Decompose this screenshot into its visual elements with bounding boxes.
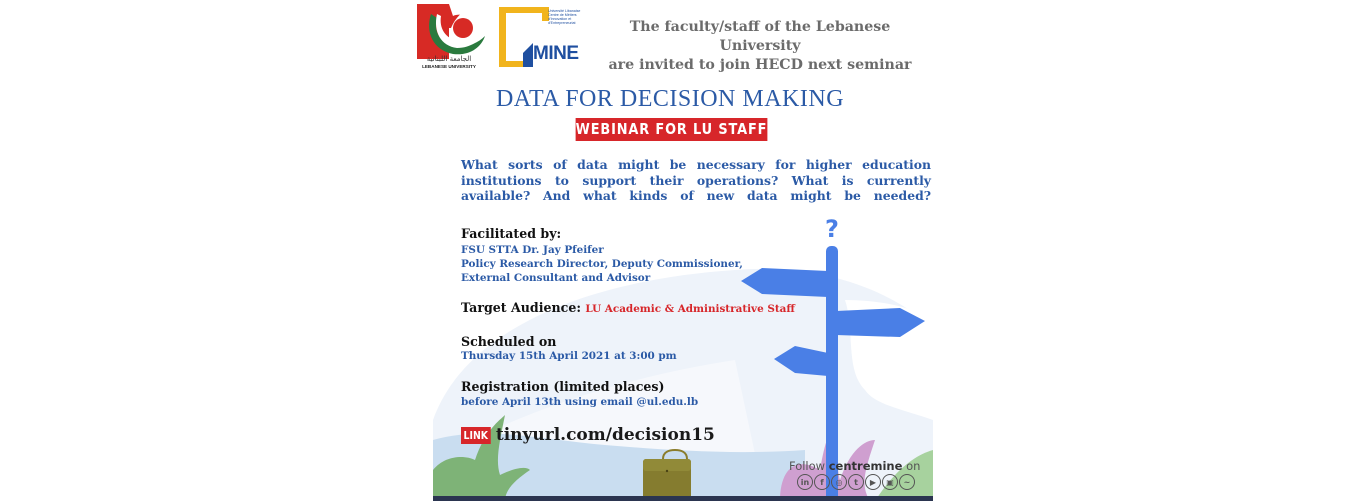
audience-row <box>461 300 795 315</box>
link-url[interactable]: tinyurl.com/decision15 <box>495 425 715 445</box>
audience-label: Target Audience: <box>461 300 581 315</box>
lu-english-caption: LEBANESE UNIVERSITY <box>422 64 476 69</box>
seminar-poster <box>405 0 935 501</box>
mine-subtitle: Université Libanaise Centre de Métiers d'Innovation et d'Entrepreneuriat <box>548 9 581 25</box>
link-tag: LINK <box>461 427 491 444</box>
follow-handle: centremine <box>828 459 903 473</box>
instagram-icon[interactable]: ◎ <box>831 474 847 490</box>
social-icons <box>797 474 915 490</box>
facebook-icon[interactable]: f <box>814 474 830 490</box>
follow-prefix: Follow <box>789 459 826 473</box>
intro-question: What sorts of data might be necessary for higher education institutions to support their operations? What is currently available? And what kinds of new data might be needed? <box>461 157 931 203</box>
messenger-icon[interactable]: ~ <box>899 474 915 490</box>
facilitator-name: FSU STTA Dr. Jay Pfeifer <box>461 244 604 256</box>
follow-line <box>789 459 929 473</box>
schedule-value: Thursday 15th April 2021 at 3:00 pm <box>461 350 677 362</box>
registration-link[interactable] <box>461 425 715 445</box>
follow-suffix: on <box>906 459 921 473</box>
schedule-label: Scheduled on <box>461 334 557 349</box>
registration-label: Registration (limited places) <box>461 379 665 394</box>
facilitator-role-2: External Consultant and Advisor <box>461 272 651 284</box>
svg-text:?: ? <box>825 215 839 243</box>
mine-wordmark: MINE <box>533 43 579 64</box>
poster-title: DATA FOR DECISION MAKING <box>495 86 845 112</box>
facilitator-role-1: Policy Research Director, Deputy Commissioner, <box>461 258 743 270</box>
linkedin-icon[interactable]: in <box>797 474 813 490</box>
invitation-line-2: are invited to join HECD next seminar <box>608 57 912 73</box>
lu-arabic-caption: الجامعة اللبنانية <box>426 55 472 63</box>
webinar-badge: WEBINAR FOR LU STAFF <box>576 118 768 141</box>
twitter-icon[interactable]: t <box>848 474 864 490</box>
invitation-text <box>595 18 925 75</box>
youtube-icon[interactable]: ▶ <box>865 474 881 490</box>
flickr-icon[interactable]: ▣ <box>882 474 898 490</box>
facilitated-label: Facilitated by: <box>461 226 562 241</box>
registration-value: before April 13th using email @ul.edu.lb <box>461 396 699 408</box>
bottom-band <box>433 496 933 501</box>
mine-logo <box>497 5 592 67</box>
audience-value: LU Academic & Administrative Staff <box>585 303 795 315</box>
invitation-line-1: The faculty/staff of the Lebanese University <box>629 19 891 54</box>
